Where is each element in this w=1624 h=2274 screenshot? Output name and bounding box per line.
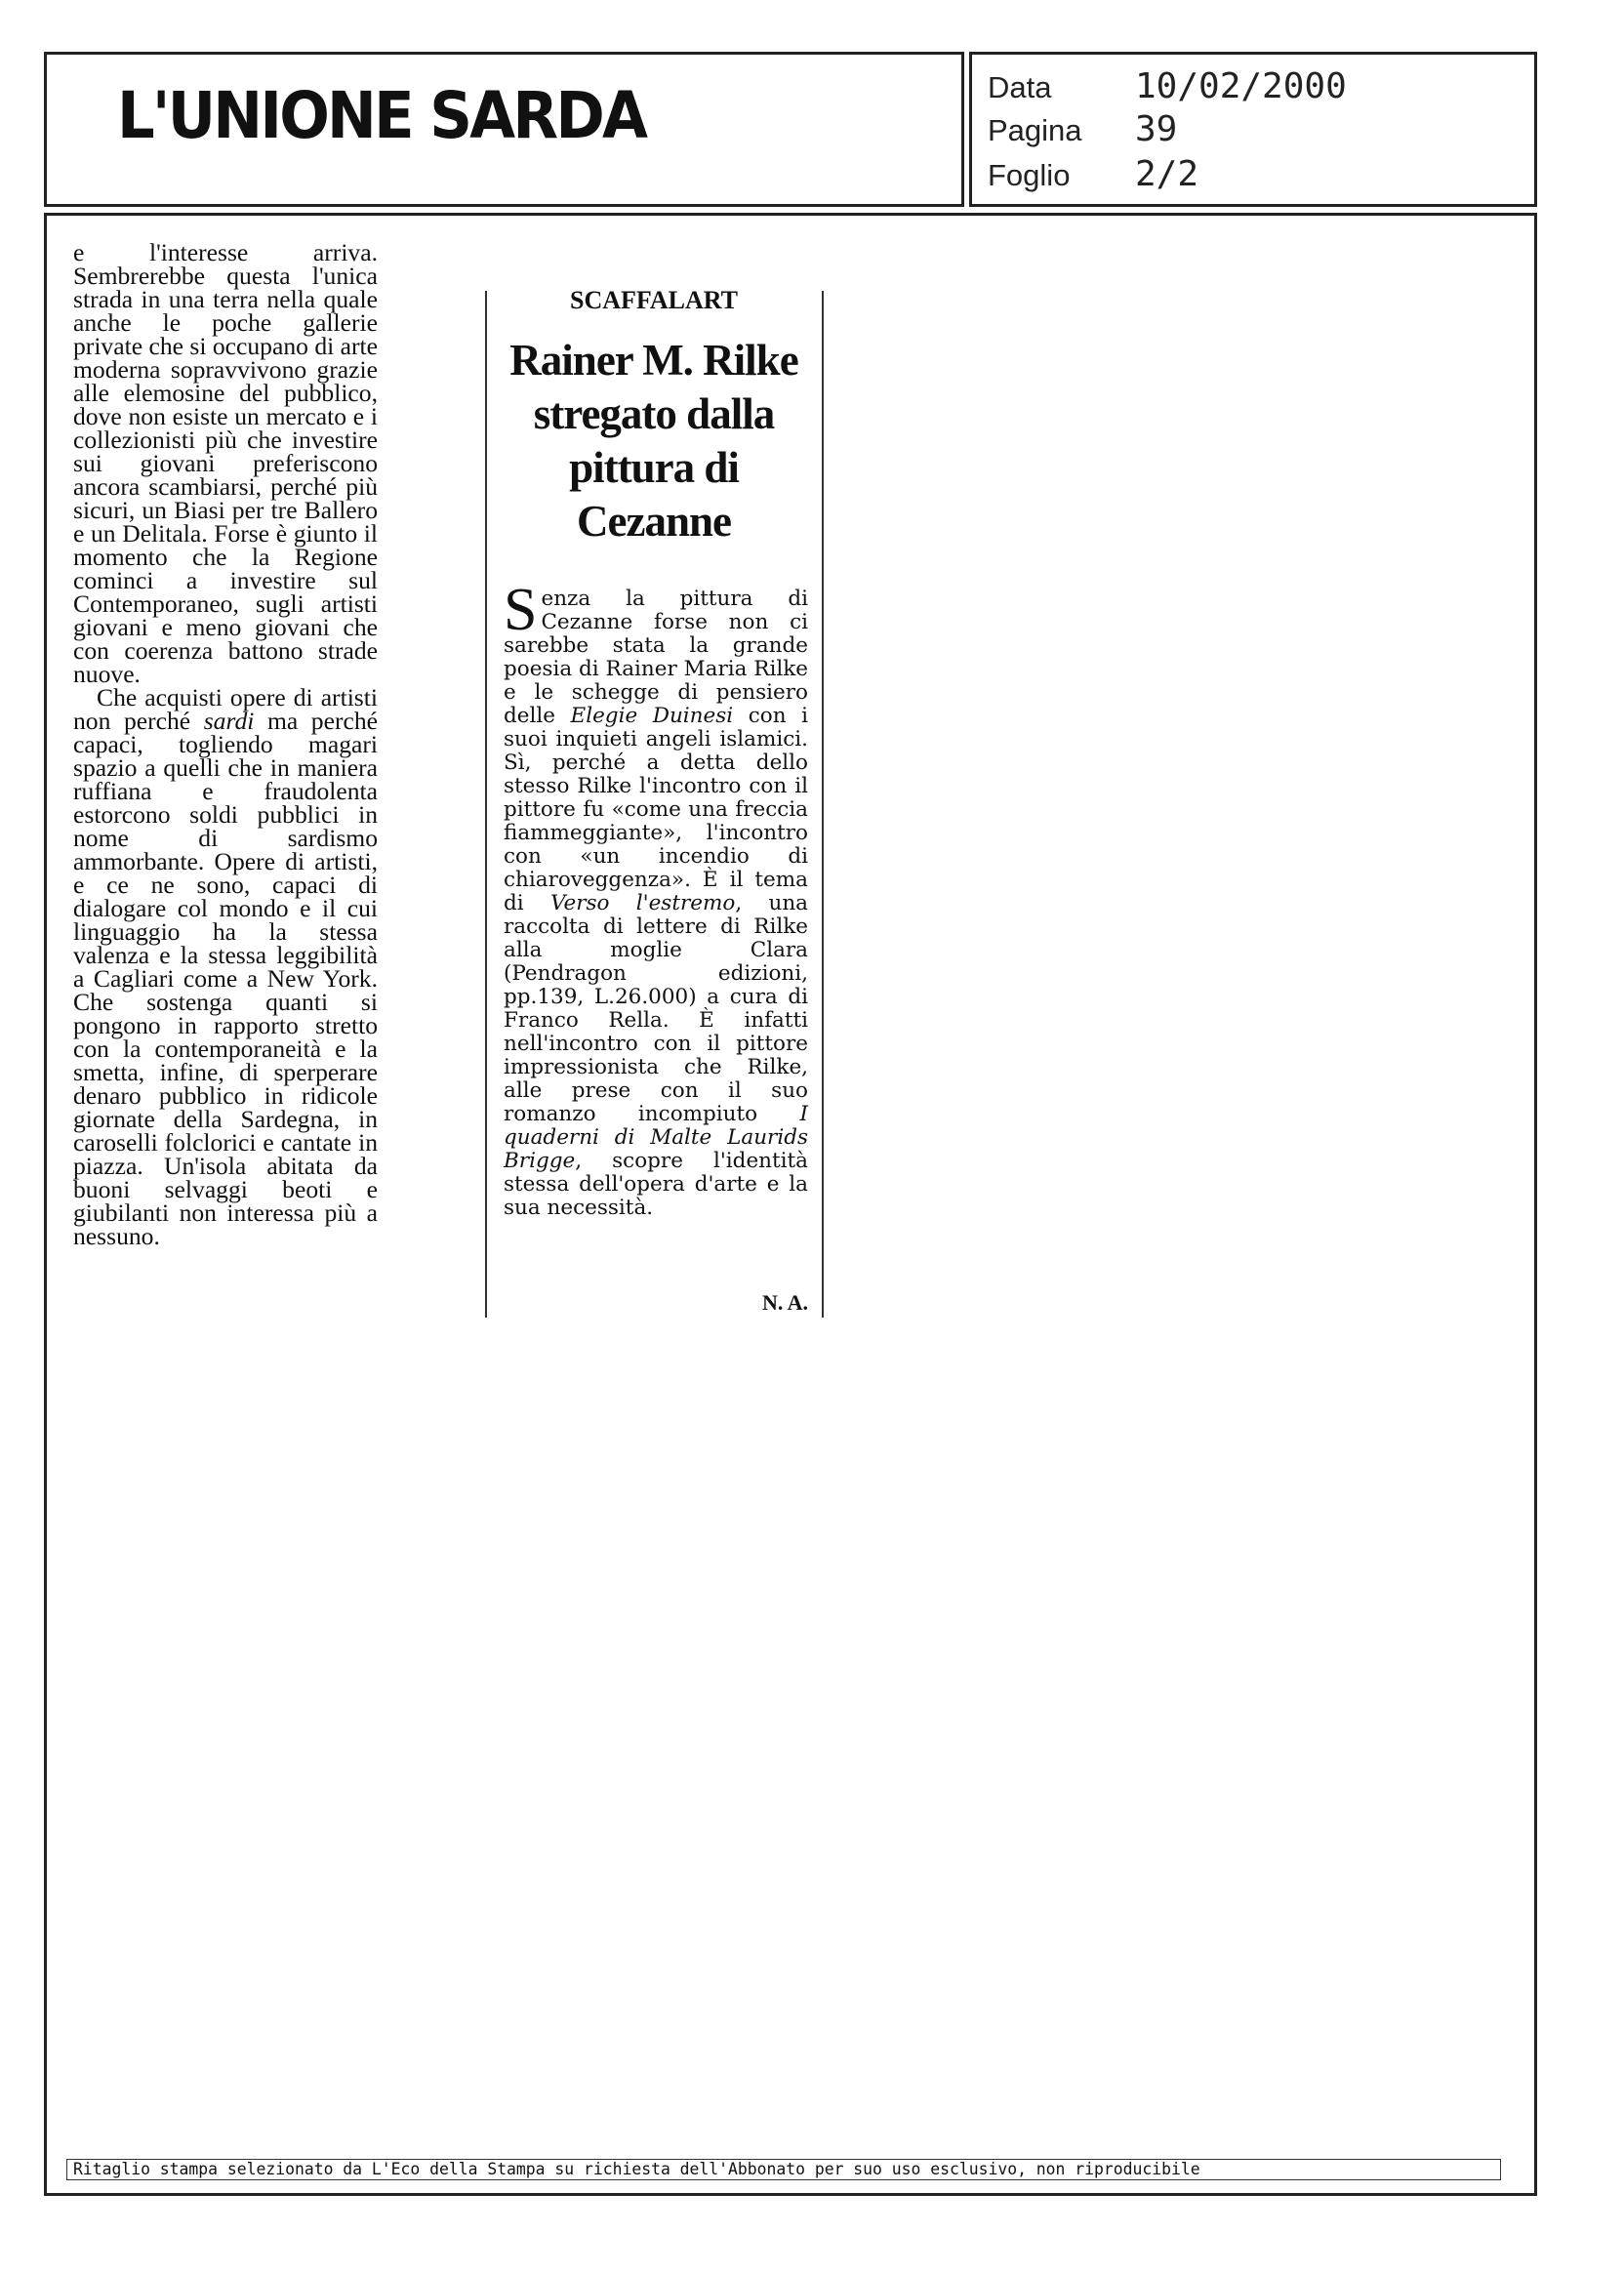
article-headline: Rainer M. Rilke stregato dalla pittura di Cezanne	[509, 336, 798, 546]
column-rule	[485, 291, 487, 1318]
emphasis: sardi	[203, 707, 255, 735]
sheet-value: 2/2	[1135, 154, 1199, 194]
clipping-notice: Ritaglio stampa selezionato da L'Eco della Stampa su richiesta dell'Abbonato per suo uso esclusivo, non riproducibile	[66, 2159, 1501, 2180]
book-title: Elegie Duinesi	[570, 704, 734, 728]
paragraph: Che acquisti opere di artisti non perché sardi ma perché capaci, togliendo magari spazio a quelli che in maniera ruffiana e fraudolenta estorcono soldi pubblici in nome di sardismo ammorbante. Opere di artisti, e ce ne sono, capaci di dialogare col mondo e il cui linguaggio ha la stessa valenza e la stessa leggibilità a Cagliari come a New York. Che sostenga quanti si pongono in rapporto stretto con la contemporaneità e la smetta, infine, di sperperare denaro pubblico in ridicole giornate della Sardegna, in caroselli folclorici e cantate in piazza. Un'isola abitata da buoni selvaggi beoti e giubilanti non interessa più a nessuno.	[73, 683, 378, 1250]
book-title: Verso l'estremo	[549, 891, 736, 915]
previous-article-column	[73, 238, 378, 1250]
section-kicker: SCAFFALART	[570, 286, 738, 314]
newspaper-masthead: L'UNIONE SARDA	[117, 78, 646, 153]
paragraph: e l'interesse arriva. Sembrerebbe questa l'unica strada in una terra nella quale anche le poche gallerie private che si occupano di arte moderna sopravvivono grazie alle elemosine del pubblico, dove non esiste un mercato e i collezionisti più che investire sui giovani preferiscono ancora scambiarsi, perché più sicuri, un Biasi per tre Ballero e un Delitala. Forse è giunto il momento che la Regione cominci a investire sul Contemporaneo, sugli artisti giovani e meno giovani che con coerenza battono strade nuove.	[73, 238, 378, 688]
page-value: 39	[1135, 109, 1178, 149]
sheet-label: Foglio	[988, 158, 1071, 192]
date-value: 10/02/2000	[1135, 66, 1347, 106]
page-label: Pagina	[988, 113, 1082, 147]
date-label: Data	[988, 70, 1052, 104]
drop-cap: S	[504, 577, 538, 643]
book-title: I quaderni di Malte Laurids Brigge	[504, 1102, 808, 1173]
column-rule	[822, 291, 824, 1318]
paragraph: Senza la pittura di Cezanne forse non ci sarebbe stata la grande poesia di Rainer Maria Rilke e le schegge di pensiero delle Elegie Duinesi con i suoi inquieti angeli islamici. Sì, perché a detta dello stesso Rilke l'incontro con il pittore fu «come una freccia fiammeggiante», l'incontro con «un incendio di chiaroveggenza». È il tema di Verso l'estremo, una raccolta di lettere di Rilke alla moglie Clara (Pendragon edizioni, pp.139, L.26.000) a cura di Franco Rella. È infatti nell'incontro con il pittore impressionista che Rilke, alle prese con il suo romanzo incompiuto I quaderni di Malte Laurids Brigge, scopre l'identità stessa dell'opera d'arte e la sua necessità.	[504, 577, 808, 1220]
author-initials: N. A.	[761, 1290, 808, 1315]
article-body	[504, 577, 808, 1220]
